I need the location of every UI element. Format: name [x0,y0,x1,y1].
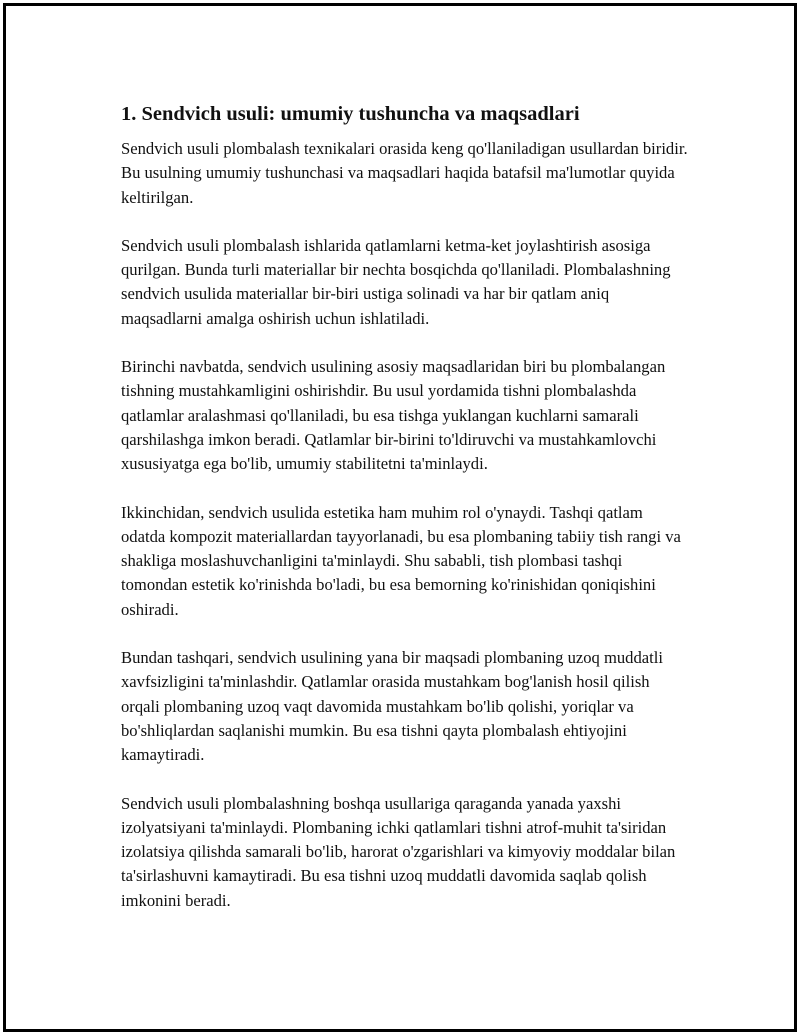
page-frame [3,3,797,1032]
paragraph: Bundan tashqari, sendvich usulining yana bir maqsadi plombaning uzoq muddatli xavfsizligini ta'minlashdir. Qatlamlar orasida mustahkam bog'lanish hosil qilish orqali plombaning uzoq vaqt davomida mustahkam bo'lib qolishi, yoriqlar va bo'shliqlardan saqlanishi mumkin. Bu esa tishni qayta plombalash ehtiyojini kamaytiradi. [121,648,663,765]
section-heading: 1. Sendvich usuli: umumiy tushuncha va maqsadlari [121,103,580,125]
paragraph: Sendvich usuli plombalash ishlarida qatlamlarni ketma-ket joylashtirish asosiga qurilgan. Bunda turli materiallar bir nechta bosqichda qo'llaniladi. Plombalashning sendvich usulida materiallar bir-biri ustiga solinadi va har bir qatlam aniq maqsadlarni amalga oshirish uchun ishlatiladi. [121,235,671,328]
paragraph: Birinchi navbatda, sendvich usulining asosiy maqsadlaridan biri bu plombalangan tishning mustahkamligini oshirishdir. Bu usul yordamida tishni plombalashda qatlamlar aralashmasi qo'llaniladi, bu esa tishga yuklangan kuchlarni samarali qarshilashga imkon beradi. Qatlamlar bir-birini to'ldiruvchi va mustahkamlovchi xususiyatga ega bo'lib, umumiy stabilitetni ta'minlaydi. [121,357,666,474]
paragraph: Sendvich usuli plombalashning boshqa usullariga qaraganda yanada yaxshi izolyatsiyani ta'minlaydi. Plombaning ichki qatlamlari tishni atrof-muhit ta'siridan izolatsiya qilishda samarali bo'lib, harorat o'zgarishlari va kimyoviy moddalar bilan ta'sirlashuvni kamaytiradi. Bu esa tishni uzoq muddatli davomida saqlab qolish imkonini beradi. [121,793,676,910]
document-body [121,101,691,937]
paragraph: Ikkinchidan, sendvich usulida estetika ham muhim rol o'ynaydi. Tashqi qatlam odatda kompozit materiallardan tayyorlanadi, bu esa plombaning tabiiy tish rangi va shakliga moslashuvchanligini ta'minlaydi. Shu sababli, tish plombasi tashqi tomondan estetik ko'rinishda bo'ladi, bu esa bemorning ko'rinishidan qoniqishini oshiradi. [121,502,681,619]
paragraph: Sendvich usuli plombalash texnikalari orasida keng qo'llaniladigan usullardan biridir. Bu usulning umumiy tushunchasi va maqsadlari haqida batafsil ma'lumotlar quyida keltirilgan. [121,139,688,207]
